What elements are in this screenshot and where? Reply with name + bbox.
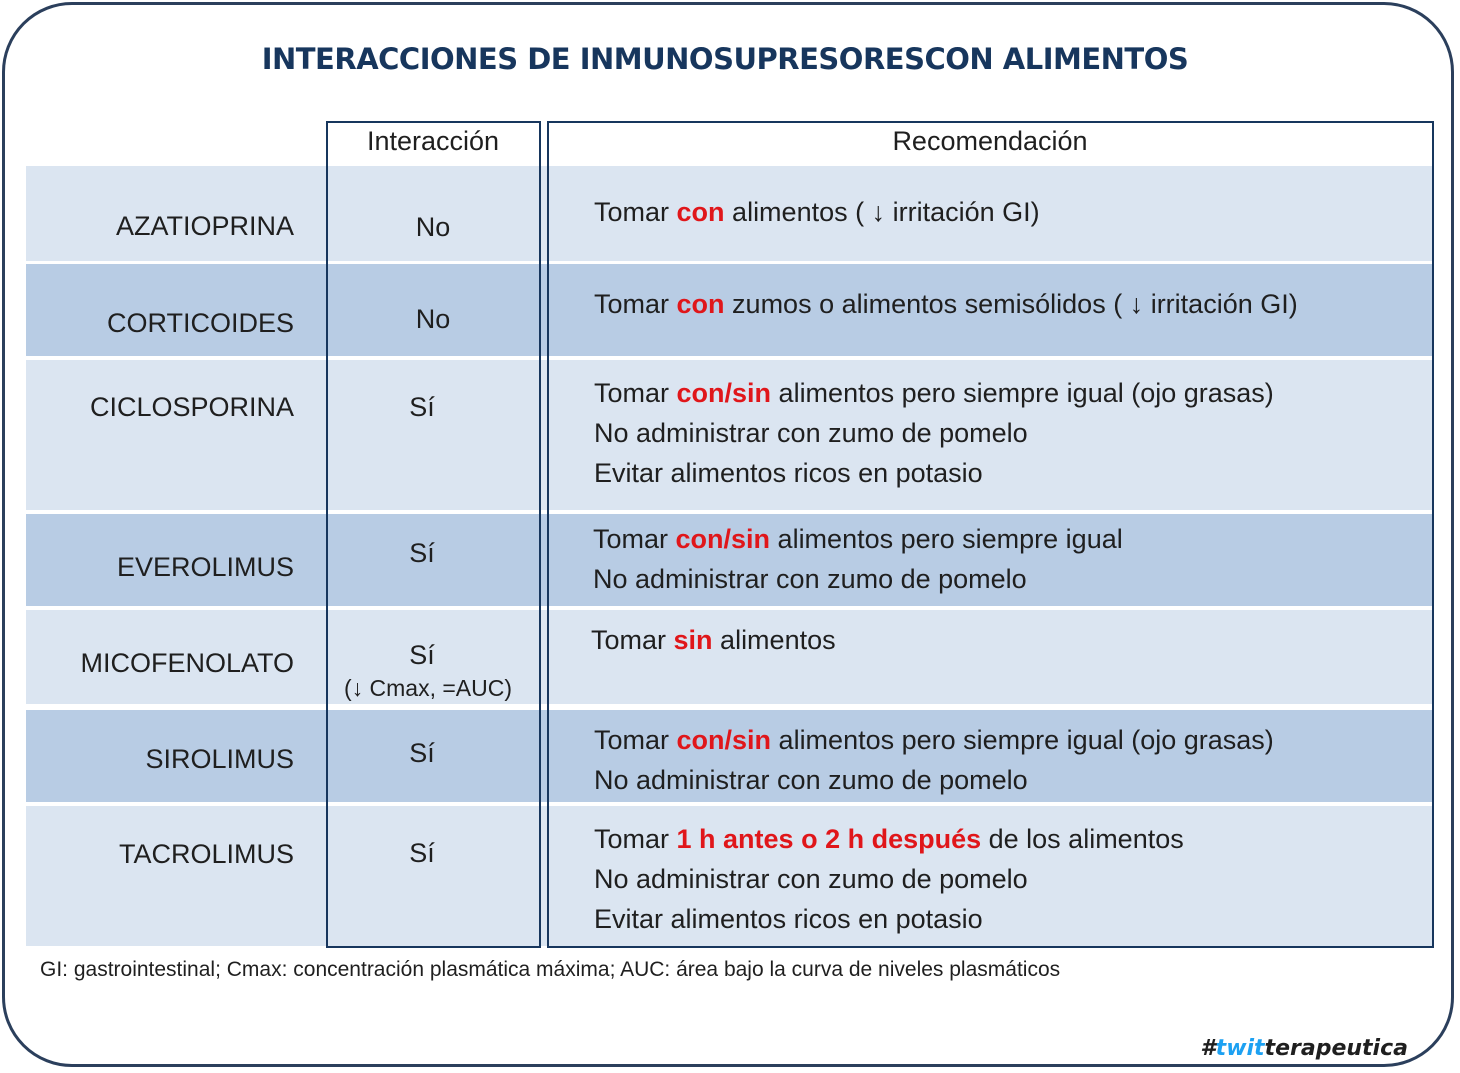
brand-logo: #twitterapeutica [1200,1036,1408,1061]
recommendation-text: de los alimentos [981,824,1184,854]
recommendation-text: Tomar [594,289,677,319]
drug-name: CORTICOIDES [106,308,294,338]
interaction-label: Sí [409,538,435,568]
recommendation-line [594,284,1298,324]
recommendation-line [594,373,1274,413]
interaction-value [327,304,539,335]
recommendation-line [594,192,1040,232]
header-recomendacion: Recomendación [892,126,1088,156]
recommendation-text: Tomar [594,725,677,755]
recommendation-line [594,413,1028,453]
drug-name: EVEROLIMUS [116,552,294,582]
recommendation-highlight: con [676,197,725,227]
recommendation-text: Evitar alimentos ricos en potasio [594,458,983,488]
table-row [26,514,1432,606]
interaction-label: No [415,304,451,334]
recommendation-highlight: con [676,289,725,319]
recommendation-text: No administrar con zumo de pomelo [594,418,1028,448]
table-row [26,610,1432,704]
interaction-value [327,212,539,243]
table-row [26,264,1432,356]
interaction-label: Sí [409,392,435,422]
recommendation-line [594,760,1028,800]
footnote: GI: gastrointestinal; Cmax: concentración plasmática máxima; AUC: área bajo la curva de niveles plasmáticos [40,958,1061,981]
drug-name: AZATIOPRINA [115,211,294,241]
recommendation-text: Tomar [593,524,676,554]
interaction-value [316,538,528,569]
recommendation-highlight: con/sin [675,524,771,554]
recommendation-text: No administrar con zumo de pomelo [593,564,1027,594]
table-row [26,360,1432,510]
recommendation-text: Tomar [594,378,677,408]
table-row [26,166,1432,261]
recommendation-text: alimentos pero siempre igual (ojo grasas) [771,725,1274,755]
recommendation-line [594,453,983,493]
recommendation-highlight: con/sin [676,725,772,755]
recommendation-line [594,819,1184,859]
drug-name: MICOFENOLATO [80,648,294,678]
recommendation-text: No administrar con zumo de pomelo [594,765,1028,795]
interaction-label: Sí [409,838,435,868]
interaction-value [316,392,528,423]
table-row [26,710,1432,802]
recommendation-text: No administrar con zumo de pomelo [594,864,1028,894]
interaction-value [316,838,528,869]
interaction-note: (↓ Cmax, =AUC) [343,675,513,701]
drug-name: TACROLIMUS [118,839,294,869]
recommendation-text: Tomar [594,197,677,227]
page-title: INTERACCIONES DE INMUNOSUPRESORESCON ALIMENTOS [261,42,1189,76]
table-row [26,806,1432,946]
recommendation-text: Tomar [591,625,674,655]
recommendation-line [591,620,836,660]
recommendation-line [593,519,1123,559]
recommendation-highlight: con/sin [676,378,772,408]
recommendation-text: alimentos [712,625,836,655]
recommendation-text: zumos o alimentos semisólidos ( ↓ irritación GI) [724,289,1298,319]
interaction-label: Sí [409,640,435,670]
recommendation-line [594,859,1028,899]
interaction-value [316,640,528,702]
drug-name: CICLOSPORINA [89,392,294,422]
recommendation-text: Evitar alimentos ricos en potasio [594,904,983,934]
recommendation-line [593,559,1027,599]
recommendation-highlight: sin [673,625,713,655]
recommendation-line [594,720,1274,760]
recommendation-line [594,899,983,939]
header-interaccion: Interacción [366,126,500,156]
interaction-label: Sí [409,738,435,768]
recommendation-highlight: 1 h antes o 2 h después [676,824,982,854]
interaction-label: No [415,212,451,242]
recommendation-text: alimentos pero siempre igual [770,524,1123,554]
recommendation-text: Tomar [594,824,677,854]
recommendation-text: alimentos ( ↓ irritación GI) [724,197,1040,227]
interaction-value [316,738,528,769]
drug-name: SIROLIMUS [145,744,294,774]
recommendation-text: alimentos pero siempre igual (ojo grasas) [771,378,1274,408]
